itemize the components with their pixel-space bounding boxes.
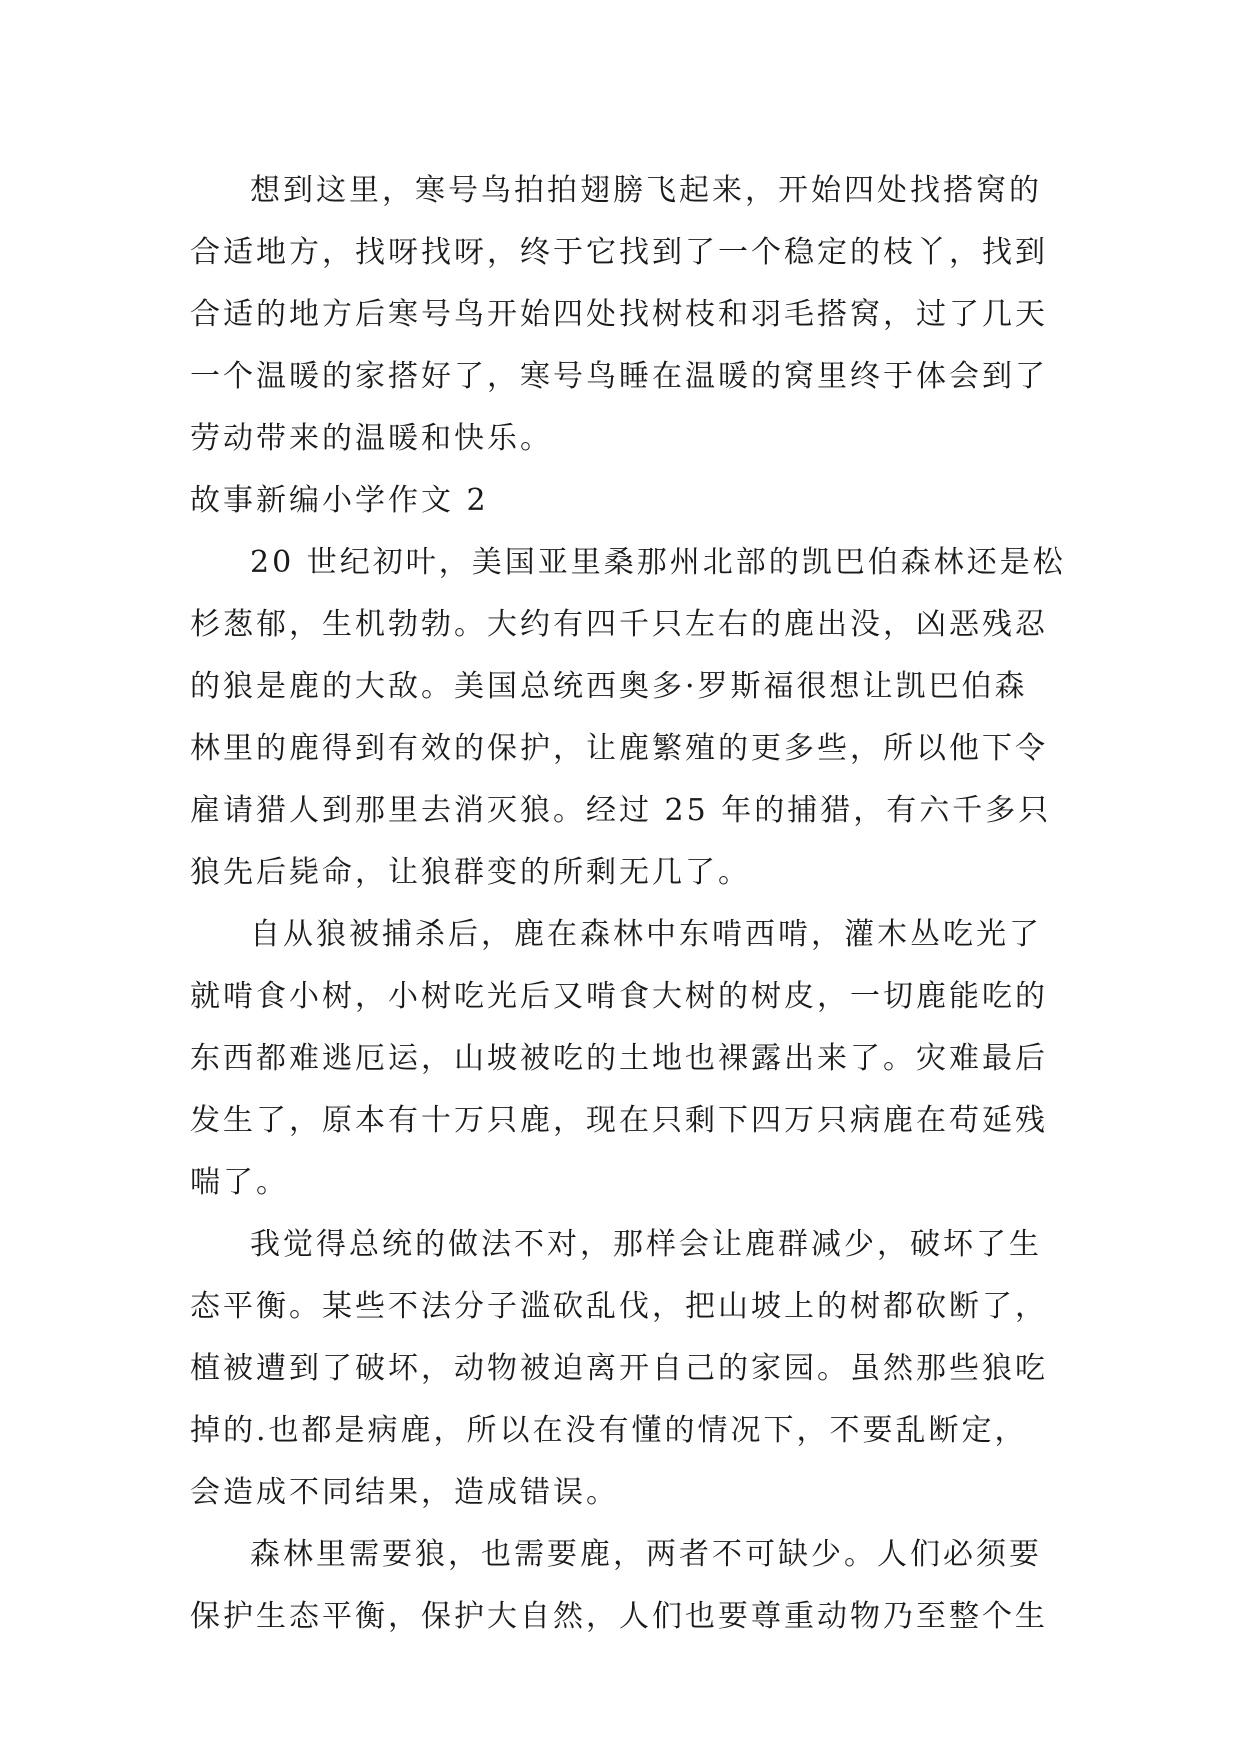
text-line: 合适地方，找呀找呀，终于它找到了一个稳定的枝丫，找到 xyxy=(190,235,1048,270)
text-line: 劳动带来的温暖和快乐。 xyxy=(190,421,553,456)
text-line: 东西都难逃厄运，山坡被吃的土地也裸露出来了。灾难最后 xyxy=(190,1041,1048,1076)
text-line: 发生了，原本有十万只鹿，现在只剩下四万只病鹿在苟延残 xyxy=(190,1103,1048,1138)
text-line: 态平衡。某些不法分子滥砍乱伐，把山坡上的树都砍断了， xyxy=(190,1289,1048,1324)
text-line: 就啃食小树，小树吃光后又啃食大树的树皮，一切鹿能吃的 xyxy=(190,979,1048,1014)
text-line: 雇请猎人到那里去消灭狼。经过 25 年的捕猎，有六千多只 xyxy=(190,793,1052,828)
text-line: 掉的.也都是病鹿，所以在没有懂的情况下，不要乱断定， xyxy=(190,1413,1028,1448)
text-line: 喘了。 xyxy=(190,1165,289,1200)
text-line: 植被遭到了破坏，动物被迫离开自己的家园。虽然那些狼吃 xyxy=(190,1351,1048,1386)
text-line: 20 世纪初叶，美国亚里桑那州北部的凯巴伯森林还是松 xyxy=(250,545,1066,580)
text-line: 会造成不同结果，造成错误。 xyxy=(190,1475,619,1510)
section-heading: 故事新编小学作文 2 xyxy=(190,483,489,518)
text-line: 森林里需要狼，也需要鹿，两者不可缺少。人们必须要 xyxy=(250,1537,1042,1572)
paragraph-3 xyxy=(190,904,1060,1214)
text-line: 我觉得总统的做法不对，那样会让鹿群减少，破坏了生 xyxy=(250,1227,1042,1262)
paragraph-5 xyxy=(190,1524,1060,1648)
text-line: 一个温暖的家搭好了，寒号鸟睡在温暖的窝里终于体会到了 xyxy=(190,359,1048,394)
paragraph-1 xyxy=(190,160,1060,470)
text-line: 想到这里，寒号鸟拍拍翅膀飞起来，开始四处找搭窝的 xyxy=(250,173,1042,208)
paragraph-4 xyxy=(190,1214,1060,1524)
text-line: 林里的鹿得到有效的保护，让鹿繁殖的更多些，所以他下令 xyxy=(190,731,1048,766)
text-line: 狼先后毙命，让狼群变的所剩无几了。 xyxy=(190,855,751,890)
document-body xyxy=(190,160,1066,1648)
text-line: 的狼是鹿的大敌。美国总统西奥多·罗斯福很想让凯巴伯森 xyxy=(190,669,1028,704)
text-line: 保护生态平衡，保护大自然，人们也要尊重动物乃至整个生 xyxy=(190,1599,1048,1634)
paragraph-2 xyxy=(190,532,1066,904)
text-line: 杉葱郁，生机勃勃。大约有四千只左右的鹿出没，凶恶残忍 xyxy=(190,607,1048,642)
text-line: 合适的地方后寒号鸟开始四处找树枝和羽毛搭窝，过了几天 xyxy=(190,297,1048,332)
text-line: 自从狼被捕杀后，鹿在森林中东啃西啃，灌木丛吃光了 xyxy=(250,917,1042,952)
